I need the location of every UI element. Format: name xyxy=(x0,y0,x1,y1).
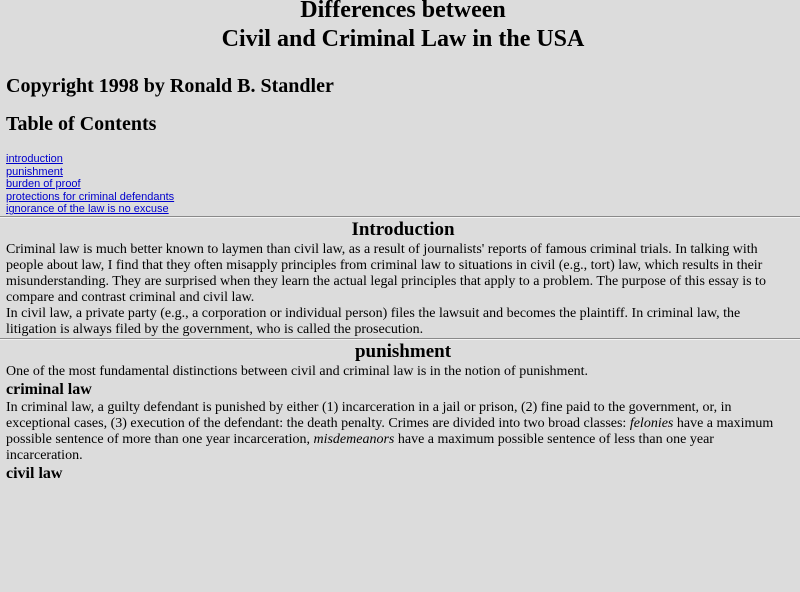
toc-link-introduction[interactable]: introduction xyxy=(6,153,63,165)
paragraph: One of the most fundamental distinctions between civil and criminal law is in the notion of punishment. xyxy=(6,363,589,379)
title-line-2: Civil and Criminal Law in the USA xyxy=(221,26,585,52)
section-heading-introduction: Introduction xyxy=(351,218,455,240)
paragraph xyxy=(6,400,800,464)
term-felonies: felonies xyxy=(629,415,674,431)
toc-link-burden-of-proof[interactable]: burden of proof xyxy=(6,178,81,191)
page-title xyxy=(6,0,800,54)
toc-link-punishment[interactable]: punishment xyxy=(6,165,63,178)
text-run: have a maximum possible sentence of less than one year incarceration. xyxy=(6,431,714,463)
copyright-heading: Copyright 1998 by Ronald B. Standler xyxy=(6,75,334,97)
subheading-criminal-law: criminal law xyxy=(6,380,92,398)
toc-heading: Table of Contents xyxy=(6,113,157,135)
toc-item xyxy=(6,178,800,191)
toc-link-protections[interactable]: protections for criminal defendants xyxy=(6,190,175,203)
subheading-civil-law: civil law xyxy=(6,464,63,482)
section-heading-punishment: punishment xyxy=(354,340,452,362)
paragraph: Criminal law is much better known to laymen than civil law, as a result of journalists' reports of famous criminal trials. In talking with people about law, I find that they often misapply principles from criminal law to situations in civil (e.g., tort) law, which results in their misunderstanding. They are surprised when they learn the actual legal principles that apply to a problem. The purpose of this essay is to compare and contrast criminal and civil law. xyxy=(6,241,766,305)
table-of-contents xyxy=(6,153,800,216)
title-line-1: Differences between xyxy=(300,0,506,23)
paragraph: In civil law, a private party (e.g., a corporation or individual person) files the lawsuit and becomes the plaintiff. In criminal law, the litigation is always filed by the government, who is called the prosecution. xyxy=(6,305,741,337)
document xyxy=(6,0,800,484)
toc-item xyxy=(6,153,800,166)
text-run: In criminal law, a guilty defendant is punished by either (1) incarceration in a jail or prison, (2) fine paid to the government, or, in exceptional cases, (3) execution of the defendant: the death penalty. Crimes are divided into two broad classes: xyxy=(6,399,732,431)
text-run: have a maximum possible sentence of more than one year incarceration, xyxy=(6,415,774,447)
toc-item xyxy=(6,203,800,216)
toc-item xyxy=(6,191,800,204)
toc-item xyxy=(6,166,800,179)
toc-link-ignorance[interactable]: ignorance of the law is no excuse xyxy=(6,203,169,216)
term-misdemeanors: misdemeanors xyxy=(313,431,395,447)
